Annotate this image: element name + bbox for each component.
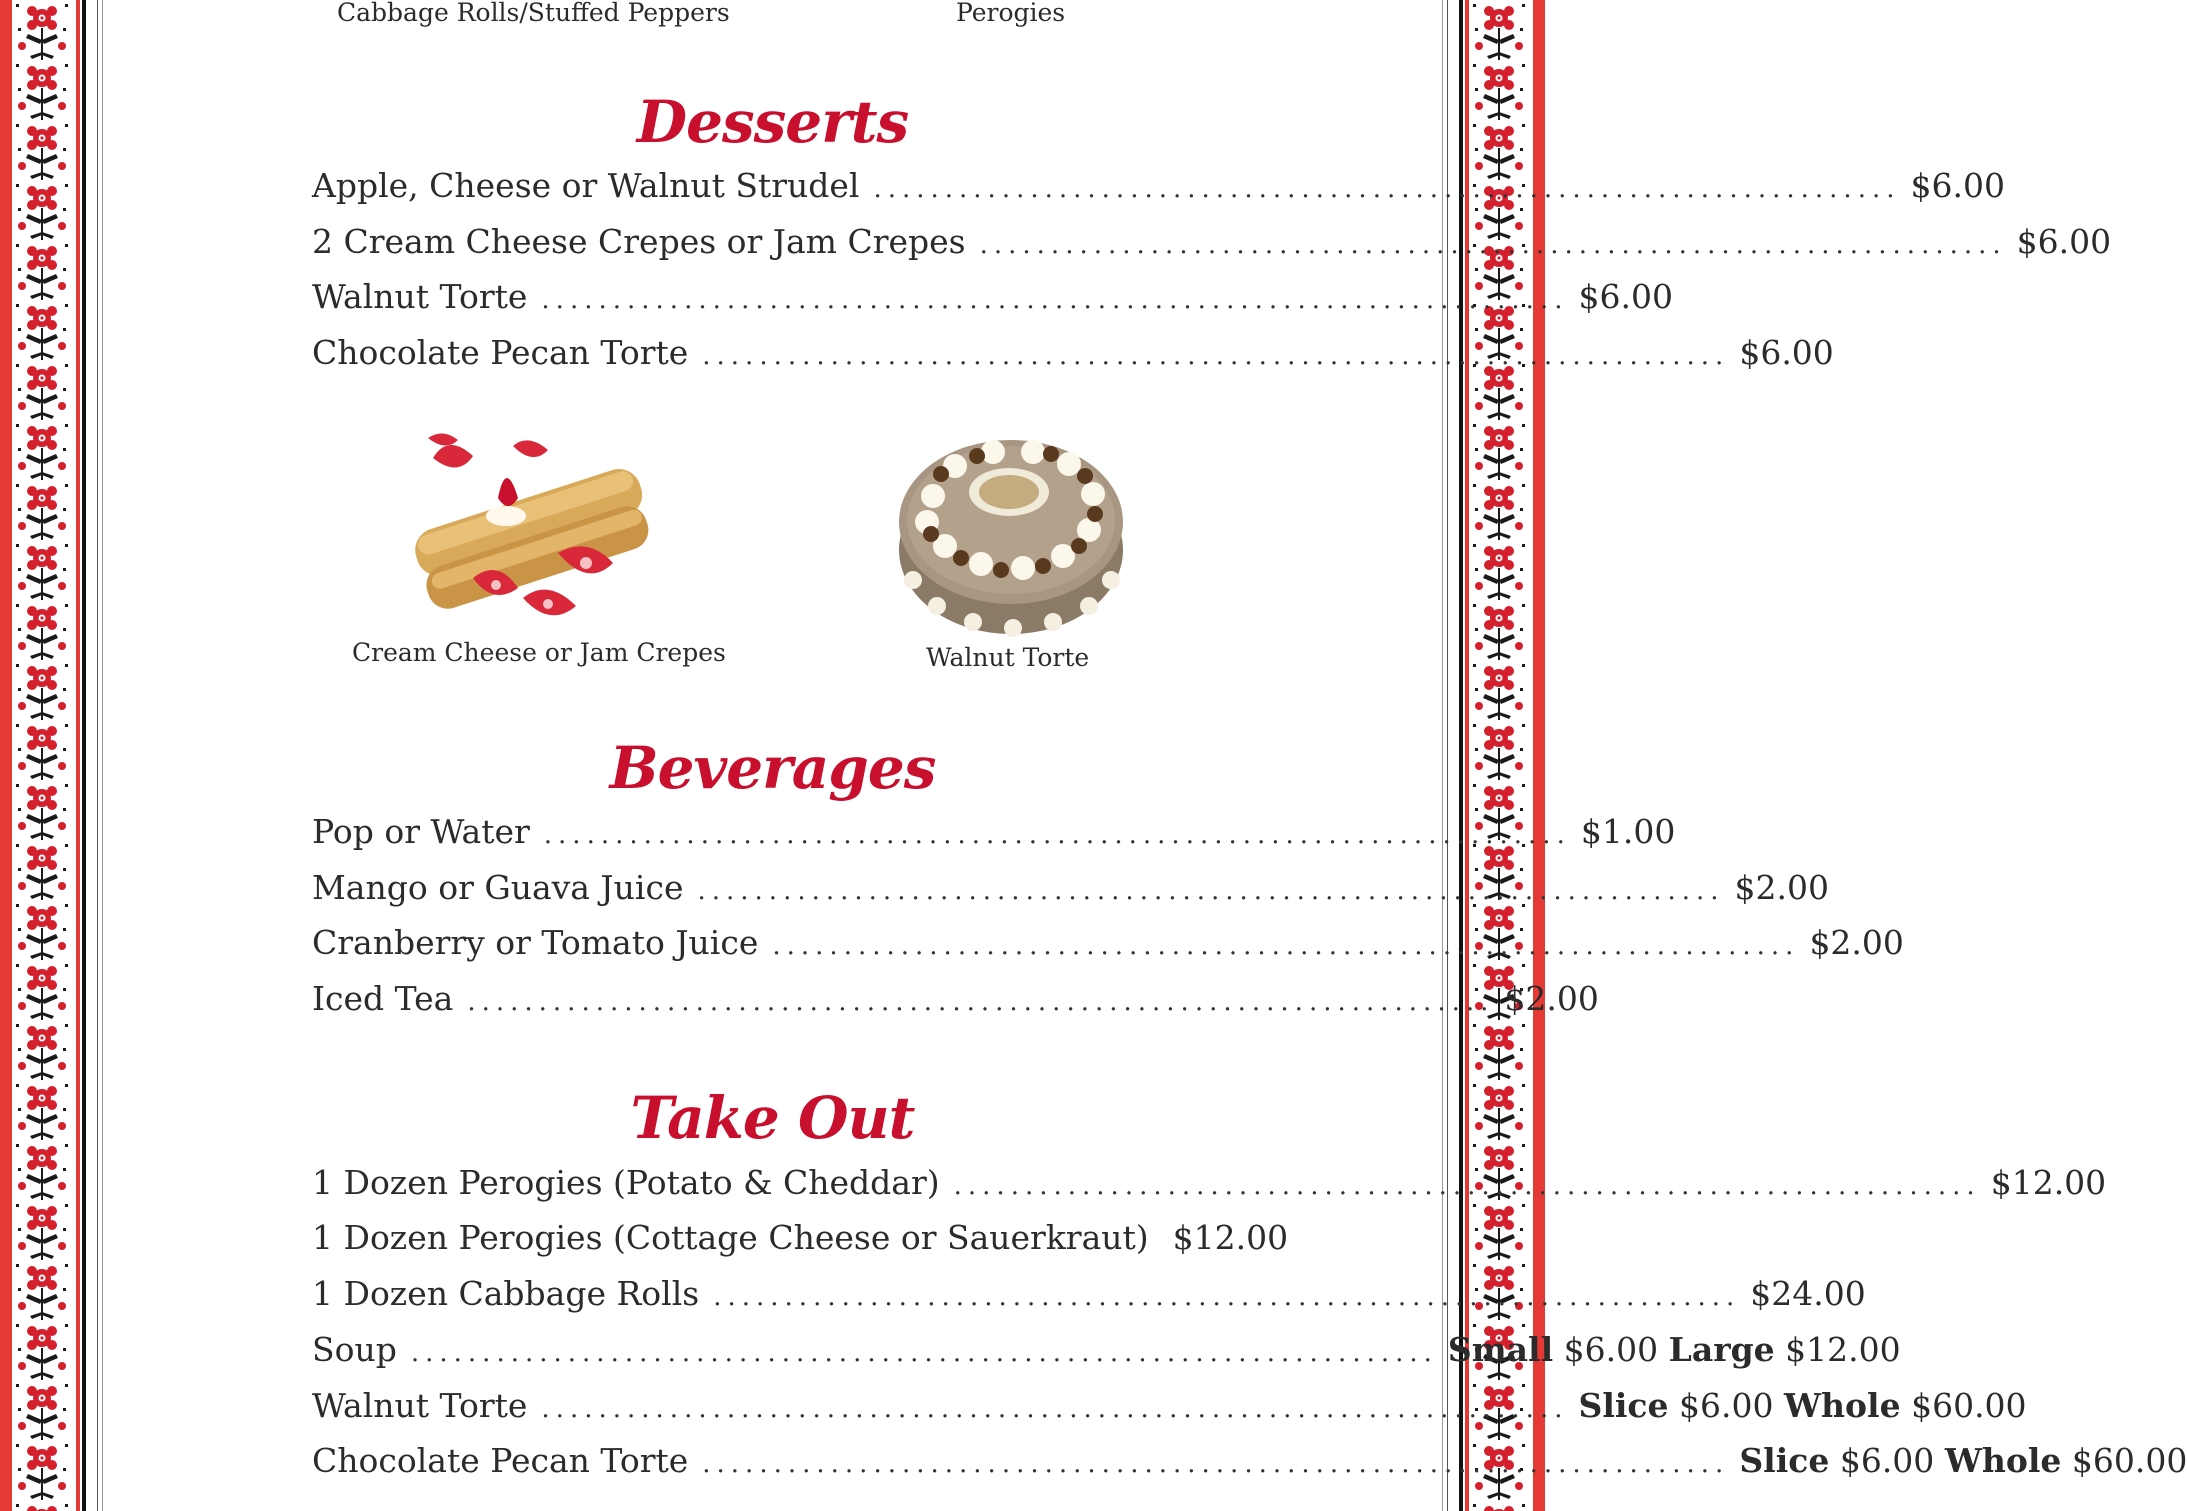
size-price: $12.00 bbox=[1785, 1330, 1901, 1369]
item-price: $6.00 bbox=[2016, 222, 2112, 261]
menu-item-row bbox=[312, 979, 1599, 1027]
size-label: Slice bbox=[1739, 1441, 1830, 1480]
menu-item-row bbox=[312, 868, 1830, 916]
walnut-torte-photo-icon bbox=[893, 430, 1129, 642]
item-price: $12.00 bbox=[1990, 1163, 2107, 1202]
item-name: Chocolate Pecan Torte bbox=[312, 1441, 689, 1480]
size-price: $60.00 bbox=[2071, 1441, 2187, 1480]
dot-leader: ........................................................................ bbox=[979, 230, 2007, 260]
dot-leader: ........................................................................ bbox=[873, 174, 1901, 204]
section-title-takeout: Take Out bbox=[630, 1084, 915, 1152]
dot-leader: ........................................................................ bbox=[713, 1282, 1741, 1312]
item-name: 2 Cream Cheese Crepes or Jam Crepes bbox=[312, 222, 966, 261]
menu-item-row bbox=[312, 1441, 2187, 1489]
size-price: $6.00 bbox=[1839, 1441, 1935, 1480]
menu-item-row bbox=[312, 1386, 2027, 1434]
item-price: $12.00 bbox=[1172, 1218, 1289, 1257]
item-name: Cranberry or Tomato Juice bbox=[312, 923, 759, 962]
size-label: Whole bbox=[1944, 1441, 2062, 1480]
item-price-sizes bbox=[1578, 1386, 2026, 1425]
dot-leader: ........................................................................ bbox=[410, 1338, 1438, 1368]
dot-leader: ........................................................................ bbox=[541, 285, 1569, 315]
menu-item-row bbox=[312, 333, 1834, 381]
size-price: $6.00 bbox=[1563, 1330, 1659, 1369]
dot-leader: ........................................................................ bbox=[702, 341, 1730, 371]
menu-item-row bbox=[312, 222, 2112, 270]
size-label: Large bbox=[1668, 1330, 1775, 1369]
dot-leader: ........................................................................ bbox=[772, 931, 1800, 961]
item-name: Chocolate Pecan Torte bbox=[312, 333, 689, 372]
dot-leader: ........................................................................ bbox=[467, 987, 1495, 1017]
dot-leader: ........................................................................ bbox=[702, 1449, 1730, 1479]
item-name: Mango or Guava Juice bbox=[312, 868, 684, 907]
size-label: Whole bbox=[1783, 1386, 1901, 1425]
menu-item-row bbox=[312, 1330, 1901, 1378]
item-price: $24.00 bbox=[1750, 1274, 1866, 1313]
dot-leader: ........................................................................ bbox=[541, 1394, 1569, 1424]
menu-item-row bbox=[312, 1218, 1289, 1266]
item-price: $2.00 bbox=[1809, 923, 1904, 962]
size-price: $6.00 bbox=[1678, 1386, 1774, 1425]
item-name: 1 Dozen Cabbage Rolls bbox=[312, 1274, 700, 1313]
item-name: Walnut Torte bbox=[312, 277, 528, 316]
item-name: Pop or Water bbox=[312, 812, 530, 851]
dot-leader: ........................................................................ bbox=[543, 820, 1571, 850]
photo-caption-perogies: Perogies bbox=[956, 0, 1066, 27]
size-label: Small bbox=[1447, 1330, 1554, 1369]
item-price: $1.00 bbox=[1580, 812, 1676, 851]
item-name: Walnut Torte bbox=[312, 1386, 528, 1425]
item-price: $6.00 bbox=[1910, 166, 2005, 205]
photo-caption-crepes: Cream Cheese or Jam Crepes bbox=[352, 638, 726, 667]
size-label: Slice bbox=[1578, 1386, 1669, 1425]
photo-caption-walnut-torte: Walnut Torte bbox=[926, 643, 1090, 672]
menu-item-row bbox=[312, 923, 1904, 971]
menu-item-row bbox=[312, 1274, 1866, 1322]
size-price: $60.00 bbox=[1911, 1386, 2027, 1425]
item-price: $6.00 bbox=[1578, 277, 1673, 316]
section-title-beverages: Beverages bbox=[609, 734, 936, 802]
item-price: $6.00 bbox=[1739, 333, 1834, 372]
photo-caption-cabbage-rolls: Cabbage Rolls/Stuffed Peppers bbox=[337, 0, 730, 27]
item-price: $2.00 bbox=[1504, 979, 1599, 1018]
item-price-sizes bbox=[1448, 1330, 1901, 1369]
item-name: Iced Tea bbox=[312, 979, 454, 1018]
item-name: Apple, Cheese or Walnut Strudel bbox=[312, 166, 860, 205]
menu-item-row bbox=[312, 812, 1676, 860]
menu-item-row bbox=[312, 277, 1673, 325]
item-name: 1 Dozen Perogies (Potato & Cheddar) bbox=[312, 1163, 940, 1202]
dot-leader: ........................................................................ bbox=[953, 1171, 1981, 1201]
item-name: 1 Dozen Perogies (Cottage Cheese or Sauerkraut) bbox=[312, 1218, 1149, 1257]
menu-item-row bbox=[312, 1163, 2107, 1211]
item-price-sizes bbox=[1739, 1441, 2187, 1480]
item-name: Soup bbox=[312, 1330, 397, 1369]
dot-leader: ........................................................................ bbox=[697, 876, 1725, 906]
section-title-desserts: Desserts bbox=[636, 88, 909, 156]
menu-item-row bbox=[312, 166, 2005, 214]
crepes-photo-icon bbox=[418, 428, 644, 634]
item-price: $2.00 bbox=[1734, 868, 1830, 907]
